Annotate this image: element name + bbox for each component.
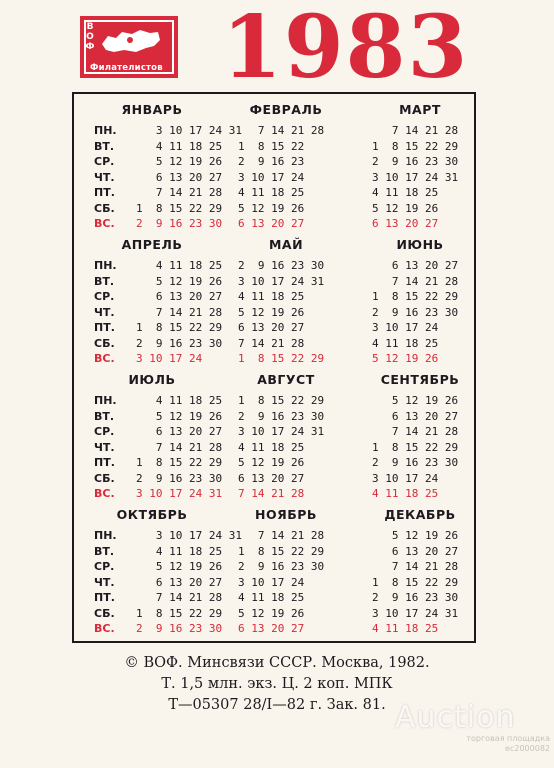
day-row: 3 10 17 24 31 (238, 425, 325, 438)
day-row: 1 8 15 22 29 (238, 394, 325, 407)
logo-abbreviation: В О Ф (85, 22, 95, 52)
day-row: 6 13 20 27 (238, 217, 305, 230)
weekday-label: ПТ. (94, 456, 115, 469)
month-name: МАЙ (268, 237, 304, 252)
day-row: 7 14 21 28 (136, 440, 223, 454)
weekday-label: СР. (94, 425, 115, 438)
weekday-label: ПН. (94, 529, 117, 542)
day-row: 3 10 17 24 (372, 321, 439, 334)
month-block (356, 237, 484, 365)
month-name: ДЕКАБРЬ (384, 507, 456, 522)
month-name: ИЮЛЬ (128, 372, 176, 387)
day-row: 1 8 15 22 29 (372, 575, 459, 589)
day-row: 1 8 15 22 29 (136, 606, 223, 620)
weekday-label: ЧТ. (94, 575, 115, 589)
day-row: 5 12 19 26 (372, 201, 439, 215)
day-row: 3 10 17 24 (372, 471, 439, 485)
logo-name: Филателистов (90, 63, 163, 73)
day-row: 5 12 19 26 (136, 560, 223, 573)
day-row: 2 9 16 23 30 (238, 259, 325, 272)
weekday-label: ПН. (94, 394, 117, 407)
ussr-map-icon (100, 26, 162, 56)
day-row: 2 9 16 23 30 (238, 409, 325, 423)
day-row: 1 8 15 22 29 (372, 440, 459, 454)
day-row: 3 10 17 24 31 (136, 124, 242, 137)
month-block (222, 237, 350, 365)
month-name: МАРТ (399, 102, 441, 117)
month-name: АВГУСТ (257, 372, 315, 387)
day-row: 1 8 15 22 29 (136, 321, 223, 334)
weekday-label: ПТ. (94, 186, 115, 199)
watermark-sub-2: ec2000082 (505, 744, 550, 753)
day-row: 2 9 16 23 30 (372, 456, 459, 469)
weekday-label: ВТ. (94, 409, 115, 423)
month-block (222, 372, 350, 500)
day-row: 3 10 17 24 (238, 170, 305, 184)
day-row: 2 9 16 23 30 (136, 471, 223, 485)
day-row: 6 13 20 27 (372, 409, 459, 423)
day-row: 4 11 18 25 (238, 290, 305, 303)
weekday-label: ПН. (94, 259, 117, 272)
day-row: 6 13 20 27 (372, 544, 459, 558)
month-name: ЯНВАРЬ (121, 102, 183, 117)
day-row: 7 14 21 28 (238, 124, 325, 137)
day-row: 5 12 19 26 (238, 305, 305, 319)
day-row: 3 10 17 24 31 (136, 529, 242, 542)
day-row: 6 13 20 27 (238, 622, 305, 635)
philatelists-logo (80, 16, 178, 78)
day-row: 4 11 18 25 (238, 440, 305, 454)
weekday-label: ЧТ. (94, 440, 115, 454)
day-row: 6 13 20 27 (238, 321, 305, 334)
calendar-frame (72, 92, 476, 643)
day-row: 3 10 17 24 31 (136, 487, 223, 500)
weekday-label: ЧТ. (94, 170, 115, 184)
month-name: СЕНТЯБРЬ (380, 372, 460, 387)
day-row: 7 14 21 28 (372, 124, 459, 137)
day-row: 4 11 18 25 (136, 394, 223, 407)
day-row: 2 9 16 23 30 (372, 591, 459, 604)
day-row: 1 8 15 22 29 (238, 352, 325, 365)
auction-watermark: Auction (395, 700, 516, 735)
day-row: 4 11 18 25 (372, 487, 439, 500)
weekday-label: ПН. (94, 124, 117, 137)
day-row: 2 9 16 23 30 (136, 336, 223, 350)
weekday-label: СР. (94, 290, 115, 303)
day-row: 3 10 17 24 31 (238, 274, 325, 288)
day-row: 3 10 17 24 31 (372, 606, 459, 620)
month-name: ОКТЯБРЬ (116, 507, 188, 522)
day-row: 6 13 20 27 (136, 425, 223, 438)
day-row: 7 14 21 28 (372, 274, 459, 288)
weekday-label: ВС. (94, 487, 115, 500)
day-row: 6 13 20 27 (238, 471, 305, 485)
weekday-label: ВТ. (94, 274, 115, 288)
day-row: 2 9 16 23 (238, 155, 305, 168)
day-row: 1 8 15 22 29 (238, 544, 325, 558)
day-row: 6 13 20 27 (372, 217, 439, 230)
weekday-label: ВТ. (94, 139, 115, 153)
day-row: 5 12 19 26 (238, 456, 305, 469)
day-row: 3 10 17 24 (136, 352, 203, 365)
day-row: 7 14 21 28 (136, 186, 223, 199)
weekday-label: ВС. (94, 352, 115, 365)
day-row: 1 8 15 22 29 (136, 201, 223, 215)
day-row: 5 12 19 26 (372, 529, 459, 542)
month-name: АПРЕЛЬ (121, 237, 183, 252)
weekday-label: ЧТ. (94, 305, 115, 319)
day-row: 1 8 15 22 29 (372, 290, 459, 303)
footer-line-3: Т—05307 28/I—82 г. Зак. 81. (168, 697, 386, 713)
day-row: 3 10 17 24 (238, 575, 305, 589)
weekday-label: СБ. (94, 471, 115, 485)
day-row: 4 11 18 25 (136, 259, 223, 272)
day-row: 4 11 18 25 (238, 591, 305, 604)
day-row: 7 14 21 28 (238, 487, 305, 500)
day-row: 2 9 16 23 30 (136, 217, 223, 230)
month-block (356, 507, 484, 635)
day-row: 7 14 21 28 (136, 591, 223, 604)
weekday-label: ВТ. (94, 544, 115, 558)
month-block (222, 507, 350, 635)
day-row: 7 14 21 28 (238, 529, 325, 542)
weekday-label: СР. (94, 155, 115, 168)
day-row: 5 12 19 26 (372, 352, 439, 365)
day-row: 2 9 16 23 30 (372, 305, 459, 319)
day-row: 5 12 19 26 (238, 201, 305, 215)
weekday-label: ПТ. (94, 321, 115, 334)
day-row: 1 8 15 22 29 (372, 139, 459, 153)
day-row: 5 12 19 26 (136, 155, 223, 168)
day-row: 5 12 19 26 (372, 394, 459, 407)
day-row: 1 8 15 22 (238, 139, 305, 153)
day-row: 6 13 20 27 (372, 259, 459, 272)
month-block (356, 102, 484, 230)
watermark-subtext (430, 734, 550, 754)
weekday-label: СБ. (94, 336, 115, 350)
day-row: 2 9 16 23 30 (136, 622, 223, 635)
month-block (222, 102, 350, 230)
month-name: ФЕВРАЛЬ (249, 102, 323, 117)
footer-line-1: © ВОФ. Минсвязи СССР. Москва, 1982. (124, 655, 430, 671)
day-row: 4 11 18 25 (372, 336, 439, 350)
day-row: 5 12 19 26 (238, 606, 305, 620)
month-block (356, 372, 484, 500)
weekday-label: ВС. (94, 217, 115, 230)
weekday-label: ВС. (94, 622, 115, 635)
day-row: 7 14 21 28 (372, 560, 459, 573)
day-row: 7 14 21 28 (372, 425, 459, 438)
watermark-sub-1: торговая площадка (466, 734, 550, 743)
day-row: 4 11 18 25 (238, 186, 305, 199)
footer-line-2: Т. 1,5 млн. экз. Ц. 2 коп. МПК (161, 676, 393, 692)
day-row: 7 14 21 28 (238, 336, 305, 350)
weekday-label: СБ. (94, 201, 115, 215)
day-row: 2 9 16 23 30 (372, 155, 459, 168)
day-row: 1 8 15 22 29 (136, 456, 223, 469)
day-row: 6 13 20 27 (136, 170, 223, 184)
day-row: 6 13 20 27 (136, 290, 223, 303)
day-row: 7 14 21 28 (136, 305, 223, 319)
month-name: НОЯБРЬ (255, 507, 317, 522)
weekday-label: ПТ. (94, 591, 115, 604)
weekday-label: СБ. (94, 606, 115, 620)
calendar-year: 1983 (222, 0, 470, 98)
day-row: 5 12 19 26 (136, 409, 223, 423)
day-row: 4 11 18 25 (372, 186, 439, 199)
day-row: 3 10 17 24 31 (372, 170, 459, 184)
day-row: 4 11 18 25 (136, 139, 223, 153)
day-row: 5 12 19 26 (136, 274, 223, 288)
month-name: ИЮНЬ (396, 237, 444, 252)
day-row: 6 13 20 27 (136, 575, 223, 589)
weekday-label: СР. (94, 560, 115, 573)
day-row: 4 11 18 25 (372, 622, 439, 635)
day-row: 2 9 16 23 30 (238, 560, 325, 573)
day-row: 4 11 18 25 (136, 544, 223, 558)
